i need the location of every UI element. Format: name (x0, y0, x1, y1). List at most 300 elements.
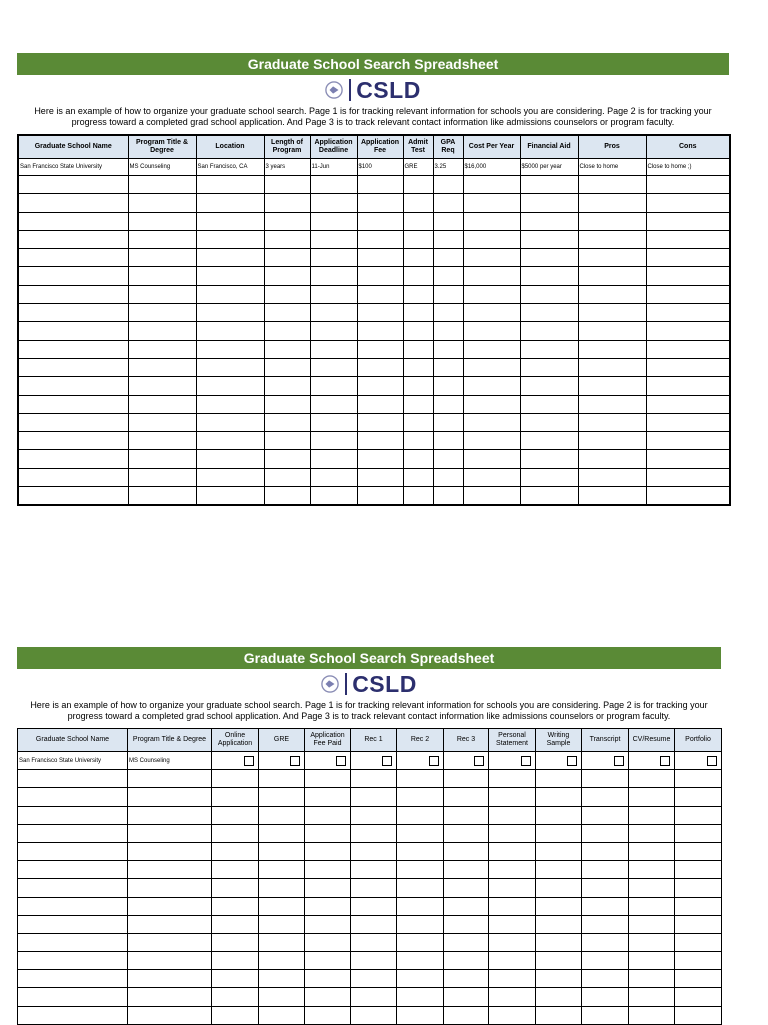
table-cell[interactable] (305, 842, 351, 860)
table-cell[interactable] (463, 230, 520, 248)
table-cell[interactable] (196, 285, 264, 303)
table-cell[interactable] (444, 806, 489, 824)
table-cell[interactable] (403, 450, 433, 468)
table-cell[interactable] (520, 176, 578, 194)
table-cell[interactable] (444, 824, 489, 842)
table-cell[interactable] (128, 212, 196, 230)
table-cell[interactable] (196, 487, 264, 506)
table-cell[interactable] (463, 377, 520, 395)
table-cell[interactable] (582, 770, 629, 788)
table-cell[interactable] (351, 842, 397, 860)
table-cell[interactable] (397, 806, 444, 824)
table-cell[interactable] (128, 432, 196, 450)
table-cell[interactable] (397, 915, 444, 933)
table-cell[interactable] (212, 952, 259, 970)
table-cell[interactable] (310, 377, 357, 395)
table-cell[interactable] (128, 824, 212, 842)
table-cell[interactable] (397, 824, 444, 842)
table-cell[interactable] (489, 1006, 536, 1024)
table-cell[interactable] (578, 194, 646, 212)
table-cell[interactable] (18, 788, 128, 806)
checklist-cell[interactable] (629, 752, 675, 770)
table-cell[interactable] (18, 842, 128, 860)
table-cell[interactable] (536, 842, 582, 860)
table-cell[interactable] (196, 468, 264, 486)
table-cell[interactable] (357, 340, 403, 358)
table-cell[interactable] (310, 450, 357, 468)
table-cell[interactable] (351, 915, 397, 933)
table-cell[interactable] (310, 340, 357, 358)
table-cell[interactable] (433, 340, 463, 358)
table-cell[interactable] (444, 915, 489, 933)
table-cell[interactable] (18, 395, 128, 413)
table-cell[interactable] (18, 933, 128, 951)
table-cell[interactable] (536, 988, 582, 1006)
table-cell[interactable] (675, 824, 722, 842)
table-cell[interactable] (403, 468, 433, 486)
table-cell[interactable] (578, 304, 646, 322)
table-cell[interactable] (357, 285, 403, 303)
table-cell[interactable] (578, 267, 646, 285)
table-cell[interactable] (433, 358, 463, 376)
table-cell[interactable] (310, 230, 357, 248)
table-cell[interactable] (463, 304, 520, 322)
checklist-cell[interactable] (582, 752, 629, 770)
table-cell[interactable] (128, 249, 196, 267)
checklist-cell[interactable] (305, 752, 351, 770)
table-cell[interactable] (444, 770, 489, 788)
table-cell[interactable] (305, 952, 351, 970)
table-cell[interactable] (128, 450, 196, 468)
table-cell[interactable] (305, 824, 351, 842)
table-cell[interactable] (357, 358, 403, 376)
table-cell[interactable] (536, 806, 582, 824)
table-cell[interactable] (212, 879, 259, 897)
table-cell[interactable] (357, 432, 403, 450)
table-cell[interactable] (128, 395, 196, 413)
table-cell[interactable] (463, 358, 520, 376)
table-cell[interactable] (444, 988, 489, 1006)
table-cell[interactable] (444, 842, 489, 860)
checklist-cell[interactable] (489, 752, 536, 770)
table-cell[interactable] (357, 468, 403, 486)
checklist-cell[interactable] (212, 752, 259, 770)
table-cell[interactable] (444, 897, 489, 915)
table-cell[interactable] (351, 988, 397, 1006)
table-cell[interactable] (646, 322, 730, 340)
table-cell[interactable] (264, 322, 310, 340)
table-cell[interactable] (578, 340, 646, 358)
table-cell[interactable] (646, 212, 730, 230)
table-cell[interactable] (357, 212, 403, 230)
table-cell[interactable] (264, 413, 310, 431)
table-cell[interactable] (259, 824, 305, 842)
table-cell[interactable] (128, 358, 196, 376)
table-cell[interactable] (18, 322, 128, 340)
table-cell[interactable] (212, 933, 259, 951)
table-cell[interactable] (444, 1006, 489, 1024)
table-cell[interactable] (582, 933, 629, 951)
table-cell[interactable] (259, 842, 305, 860)
table-cell[interactable] (646, 249, 730, 267)
table-cell[interactable] (646, 358, 730, 376)
table-cell[interactable] (433, 322, 463, 340)
table-cell[interactable] (212, 988, 259, 1006)
table-cell[interactable] (536, 770, 582, 788)
table-cell[interactable] (259, 1006, 305, 1024)
table-cell[interactable] (351, 933, 397, 951)
table-cell[interactable] (629, 897, 675, 915)
table-cell[interactable] (357, 230, 403, 248)
table-cell[interactable] (629, 1006, 675, 1024)
table-cell[interactable] (578, 413, 646, 431)
table-cell[interactable] (351, 1006, 397, 1024)
table-cell[interactable] (351, 970, 397, 988)
table-cell[interactable] (444, 861, 489, 879)
table-cell[interactable] (357, 487, 403, 506)
table-cell[interactable] (433, 432, 463, 450)
table-cell[interactable] (403, 176, 433, 194)
table-cell[interactable] (351, 861, 397, 879)
table-cell[interactable] (212, 770, 259, 788)
table-cell[interactable] (403, 249, 433, 267)
table-cell[interactable] (536, 861, 582, 879)
table-cell[interactable] (310, 249, 357, 267)
checkbox-icon[interactable] (244, 756, 254, 766)
table-cell[interactable] (305, 970, 351, 988)
table-cell[interactable] (259, 788, 305, 806)
table-cell[interactable] (675, 952, 722, 970)
table-cell[interactable] (646, 450, 730, 468)
table-cell[interactable]: $5000 per year (520, 159, 578, 176)
table-cell[interactable] (582, 842, 629, 860)
table-cell[interactable] (264, 377, 310, 395)
table-cell[interactable] (646, 176, 730, 194)
table-cell[interactable] (536, 1006, 582, 1024)
table-cell[interactable] (310, 212, 357, 230)
table-cell[interactable] (196, 322, 264, 340)
table-cell[interactable] (18, 861, 128, 879)
table-cell[interactable] (536, 897, 582, 915)
table-cell[interactable] (536, 788, 582, 806)
table-cell[interactable] (397, 970, 444, 988)
table-cell[interactable] (264, 285, 310, 303)
table-cell[interactable] (629, 824, 675, 842)
table-cell[interactable] (212, 788, 259, 806)
table-cell[interactable] (433, 285, 463, 303)
table-cell[interactable] (259, 879, 305, 897)
checkbox-icon[interactable] (707, 756, 717, 766)
table-cell[interactable] (489, 879, 536, 897)
table-cell[interactable] (128, 861, 212, 879)
table-cell[interactable] (305, 988, 351, 1006)
table-cell[interactable] (196, 194, 264, 212)
table-cell[interactable] (444, 879, 489, 897)
table-cell[interactable] (196, 358, 264, 376)
table-cell[interactable]: $100 (357, 159, 403, 176)
table-cell[interactable] (18, 176, 128, 194)
table-cell[interactable] (536, 970, 582, 988)
table-cell[interactable] (128, 267, 196, 285)
table-cell[interactable] (18, 413, 128, 431)
table-cell[interactable] (629, 806, 675, 824)
table-cell[interactable] (463, 432, 520, 450)
table-cell[interactable] (264, 468, 310, 486)
table-cell[interactable] (489, 897, 536, 915)
table-cell[interactable] (212, 861, 259, 879)
table-cell[interactable] (403, 377, 433, 395)
table-cell[interactable] (18, 468, 128, 486)
table-cell[interactable] (675, 788, 722, 806)
checklist-cell[interactable] (397, 752, 444, 770)
table-cell[interactable] (305, 861, 351, 879)
table-cell[interactable] (397, 770, 444, 788)
table-cell[interactable] (397, 952, 444, 970)
table-cell[interactable] (18, 952, 128, 970)
table-cell[interactable] (264, 432, 310, 450)
table-cell[interactable] (675, 915, 722, 933)
table-cell[interactable] (18, 267, 128, 285)
table-cell[interactable] (520, 249, 578, 267)
table-cell[interactable] (489, 806, 536, 824)
table-cell[interactable] (403, 230, 433, 248)
table-cell[interactable] (646, 230, 730, 248)
table-cell[interactable] (310, 322, 357, 340)
table-cell[interactable] (264, 340, 310, 358)
table-cell[interactable] (351, 897, 397, 915)
table-cell[interactable] (433, 377, 463, 395)
table-cell[interactable] (629, 788, 675, 806)
table-cell[interactable] (18, 285, 128, 303)
table-cell[interactable] (582, 915, 629, 933)
table-cell[interactable] (305, 806, 351, 824)
table-cell[interactable] (128, 176, 196, 194)
checklist-cell[interactable] (259, 752, 305, 770)
table-cell[interactable] (629, 988, 675, 1006)
checklist-cell[interactable] (444, 752, 489, 770)
table-cell[interactable] (264, 194, 310, 212)
table-cell[interactable] (629, 915, 675, 933)
table-cell[interactable] (675, 1006, 722, 1024)
table-cell[interactable] (264, 450, 310, 468)
table-cell[interactable] (646, 304, 730, 322)
table-cell[interactable] (18, 1006, 128, 1024)
table-cell[interactable] (310, 487, 357, 506)
table-cell[interactable] (646, 395, 730, 413)
table-cell[interactable] (433, 304, 463, 322)
table-cell[interactable] (578, 395, 646, 413)
table-cell[interactable] (536, 933, 582, 951)
table-cell[interactable] (128, 340, 196, 358)
table-cell[interactable] (196, 432, 264, 450)
table-cell[interactable] (675, 770, 722, 788)
table-cell[interactable] (463, 395, 520, 413)
table-cell[interactable] (196, 377, 264, 395)
table-cell[interactable] (310, 194, 357, 212)
table-cell[interactable] (675, 879, 722, 897)
checkbox-icon[interactable] (290, 756, 300, 766)
table-cell[interactable] (397, 861, 444, 879)
table-cell[interactable]: 3 years (264, 159, 310, 176)
table-cell[interactable] (582, 788, 629, 806)
table-cell[interactable] (582, 1006, 629, 1024)
table-cell[interactable] (520, 413, 578, 431)
table-cell[interactable] (520, 377, 578, 395)
table-cell[interactable] (128, 970, 212, 988)
checklist-cell[interactable] (675, 752, 722, 770)
table-cell[interactable] (264, 267, 310, 285)
table-cell[interactable] (305, 879, 351, 897)
table-cell[interactable] (489, 842, 536, 860)
table-cell[interactable] (357, 395, 403, 413)
table-cell[interactable] (463, 267, 520, 285)
table-cell[interactable] (463, 340, 520, 358)
table-cell[interactable]: 11-Jun (310, 159, 357, 176)
table-cell[interactable] (444, 788, 489, 806)
table-cell[interactable] (444, 933, 489, 951)
table-cell[interactable] (196, 176, 264, 194)
table-cell[interactable] (351, 788, 397, 806)
table-cell[interactable] (18, 970, 128, 988)
table-cell[interactable] (196, 450, 264, 468)
table-cell[interactable] (403, 340, 433, 358)
table-cell[interactable] (403, 487, 433, 506)
table-cell[interactable] (212, 970, 259, 988)
table-cell[interactable] (18, 432, 128, 450)
checkbox-icon[interactable] (429, 756, 439, 766)
table-cell[interactable] (128, 879, 212, 897)
table-cell[interactable] (128, 933, 212, 951)
table-cell[interactable] (578, 377, 646, 395)
checkbox-icon[interactable] (660, 756, 670, 766)
table-cell[interactable] (128, 806, 212, 824)
checkbox-icon[interactable] (474, 756, 484, 766)
table-cell[interactable] (264, 249, 310, 267)
table-cell[interactable] (489, 861, 536, 879)
table-cell[interactable]: Close to home ;) (646, 159, 730, 176)
table-cell[interactable] (582, 897, 629, 915)
table-cell[interactable] (463, 322, 520, 340)
table-cell[interactable] (196, 395, 264, 413)
table-cell[interactable] (646, 285, 730, 303)
table-cell[interactable] (675, 806, 722, 824)
table-cell[interactable] (196, 340, 264, 358)
table-cell[interactable] (18, 770, 128, 788)
table-cell[interactable] (397, 1006, 444, 1024)
table-cell[interactable] (259, 970, 305, 988)
table-cell[interactable] (397, 933, 444, 951)
table-cell[interactable] (433, 212, 463, 230)
table-cell[interactable] (128, 322, 196, 340)
table-cell[interactable] (675, 861, 722, 879)
table-cell[interactable] (351, 824, 397, 842)
table-cell[interactable] (536, 915, 582, 933)
table-cell[interactable] (357, 450, 403, 468)
table-cell[interactable] (578, 487, 646, 506)
table-cell[interactable] (18, 487, 128, 506)
table-cell[interactable] (675, 988, 722, 1006)
table-cell[interactable] (397, 879, 444, 897)
table-cell[interactable] (18, 358, 128, 376)
table-cell[interactable] (578, 358, 646, 376)
table-cell[interactable] (403, 212, 433, 230)
table-cell[interactable] (444, 952, 489, 970)
table-cell[interactable] (305, 770, 351, 788)
table-cell[interactable] (646, 432, 730, 450)
table-cell[interactable] (463, 468, 520, 486)
table-cell[interactable] (433, 468, 463, 486)
table-cell[interactable] (357, 267, 403, 285)
table-cell[interactable] (18, 988, 128, 1006)
table-cell[interactable] (128, 897, 212, 915)
table-cell[interactable] (433, 395, 463, 413)
table-cell[interactable] (536, 879, 582, 897)
table-cell[interactable] (128, 377, 196, 395)
table-cell[interactable] (520, 395, 578, 413)
table-cell[interactable] (310, 285, 357, 303)
table-cell[interactable] (433, 230, 463, 248)
table-cell[interactable] (675, 842, 722, 860)
table-cell[interactable] (128, 770, 212, 788)
table-cell[interactable] (305, 788, 351, 806)
table-cell[interactable] (489, 788, 536, 806)
checklist-cell[interactable] (536, 752, 582, 770)
table-cell[interactable] (310, 176, 357, 194)
table-cell[interactable] (520, 358, 578, 376)
table-cell[interactable] (357, 194, 403, 212)
table-cell[interactable] (18, 212, 128, 230)
table-cell[interactable] (212, 842, 259, 860)
table-cell[interactable] (310, 468, 357, 486)
table-cell[interactable] (578, 230, 646, 248)
table-cell[interactable] (578, 450, 646, 468)
checkbox-icon[interactable] (567, 756, 577, 766)
checkbox-icon[interactable] (521, 756, 531, 766)
table-cell[interactable] (128, 413, 196, 431)
table-cell[interactable] (463, 450, 520, 468)
table-cell[interactable] (128, 487, 196, 506)
table-cell[interactable] (259, 897, 305, 915)
table-cell[interactable] (351, 806, 397, 824)
table-cell[interactable]: San Francisco, CA (196, 159, 264, 176)
table-cell[interactable] (397, 788, 444, 806)
table-cell[interactable] (259, 988, 305, 1006)
table-cell[interactable] (128, 988, 212, 1006)
table-cell[interactable] (357, 322, 403, 340)
table-cell[interactable] (128, 1006, 212, 1024)
table-cell[interactable] (305, 1006, 351, 1024)
table-cell[interactable]: San Francisco State University (18, 159, 128, 176)
table-cell[interactable] (520, 230, 578, 248)
table-cell[interactable] (259, 806, 305, 824)
table-cell[interactable] (578, 176, 646, 194)
table-cell[interactable] (212, 824, 259, 842)
table-cell[interactable] (357, 176, 403, 194)
table-cell[interactable]: Close to home (578, 159, 646, 176)
table-cell[interactable] (489, 933, 536, 951)
table-cell[interactable] (489, 970, 536, 988)
table-cell[interactable] (305, 897, 351, 915)
table-cell[interactable] (18, 377, 128, 395)
table-cell[interactable]: 3.25 (433, 159, 463, 176)
table-cell[interactable] (196, 249, 264, 267)
table-cell[interactable] (433, 176, 463, 194)
table-cell[interactable] (351, 879, 397, 897)
table-cell[interactable] (351, 770, 397, 788)
table-cell[interactable] (128, 788, 212, 806)
table-cell[interactable] (403, 413, 433, 431)
table-cell[interactable] (578, 432, 646, 450)
